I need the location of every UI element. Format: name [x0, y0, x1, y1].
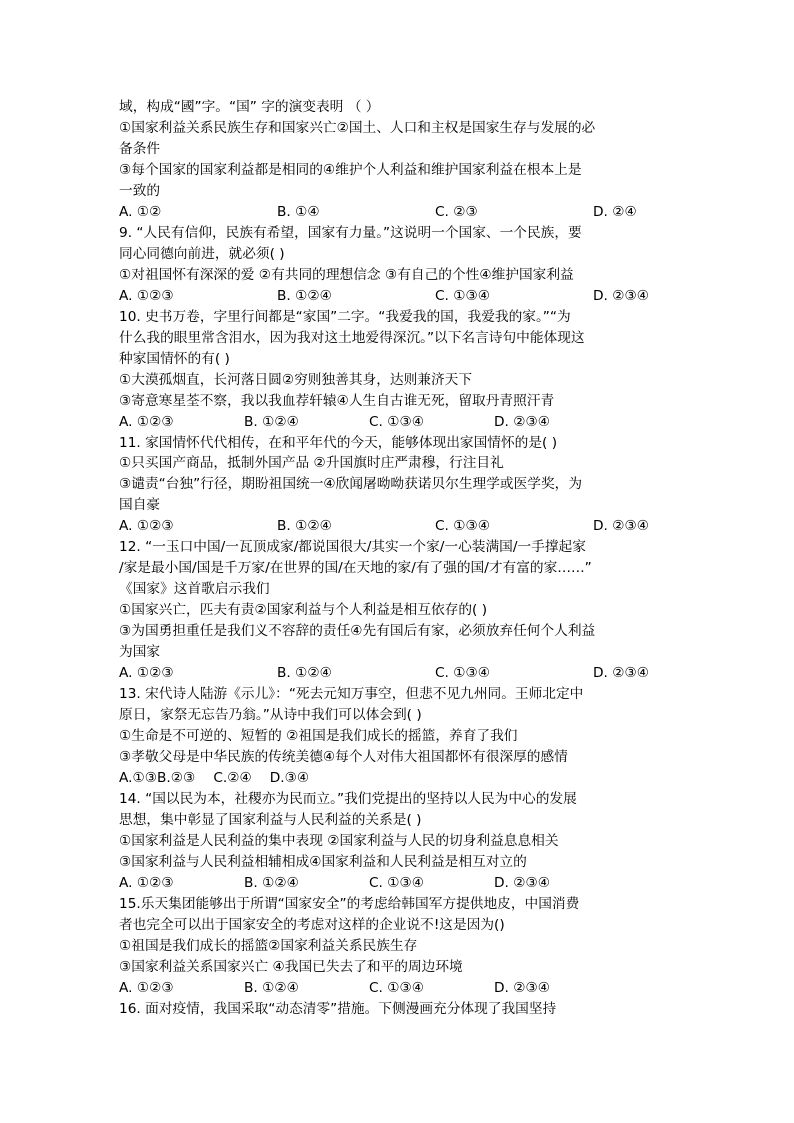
answer-option: B. ①②④: [244, 413, 299, 430]
text-line: ①对祖国怀有深深的爱 ②有共同的理想信念 ③有自己的个性④维护国家利益: [119, 266, 574, 283]
answer-option: D. ②③④: [494, 413, 551, 430]
text-line: 同心同德向前进，就必须( ): [119, 245, 285, 262]
text-line: ①只买国产商品，抵制外国产品 ②升国旗时庄严肃穆，行注目礼: [119, 455, 504, 472]
text-line: ③谴责“台独”行径，期盼祖国统一④欣闻屠呦呦获诺贝尔生理学或医学奖，为: [119, 476, 583, 493]
text-line: ③国家利益与人民利益相辅相成④国家利益和人民利益是相互对立的: [119, 853, 527, 870]
text-line: ①国家利益是人民利益的集中表现 ②国家利益与人民的切身利益息息相关: [119, 832, 559, 849]
text-line: 16. 面对疫情，我国采取“动态清零”措施。下侧漫画充分体现了我国坚持: [119, 1000, 557, 1017]
answer-options: [119, 412, 679, 433]
answer-option: C. ①③④: [435, 518, 491, 535]
text-line: 11. 家国情怀代代相传，在和平年代的今天，能够体现出家国情怀的是( ): [119, 434, 558, 451]
text-line: 国自豪: [119, 497, 161, 514]
answer-options: [119, 978, 679, 999]
answer-option: C. ①③④: [369, 979, 425, 996]
answer-options: [119, 663, 679, 684]
text-line: 域，构成“國”字。“国” 字的演变表明 （ ）: [119, 99, 380, 115]
text-line: ①祖国是我们成长的摇篮②国家利益关系民族生存: [119, 937, 418, 954]
answer-option: B. ①②④: [277, 518, 332, 535]
answer-option: D. ②④: [593, 203, 637, 220]
text-line: ①生命是不可逆的、短暂的 ②祖国是我们成长的摇篮，养育了我们: [119, 728, 518, 745]
text-line: 15.乐天集团能够出于所谓“国家安全”的考虑给韩国军方提供地皮，中国消费: [119, 895, 580, 912]
answer-option: A. ①②③: [119, 518, 174, 535]
text-line: ①国家利益关系民族生存和国家兴亡②国土、人口和主权是国家生存与发展的必: [119, 119, 596, 136]
answer-option: D. ②③④: [494, 979, 551, 996]
text-line: ③为国勇担重任是我们义不容辞的责任④先有国后有家，必须放弃任何个人利益: [119, 623, 596, 640]
answer-option: A. ①②③: [119, 979, 174, 996]
text-line: 种家国情怀的有( ): [119, 350, 230, 367]
answer-option: C. ①③④: [435, 665, 491, 682]
text-line: 什么我的眼里常含泪水，因为我对这土地爱得深沉。”以下名言诗句中能体现这: [119, 329, 585, 346]
text-line: ③孝敬父母是中华民族的传统美德④每个人对伟大祖国都怀有很深厚的感情: [119, 749, 568, 766]
answer-option: D. ②③④: [494, 874, 551, 891]
answer-option: A.①③B.②③: [119, 770, 196, 786]
text-line: 13. 宋代诗人陆游《示儿》：“死去元知万事空，但悲不见九州同。王师北定中: [119, 686, 584, 703]
answer-option: D. ②③④: [593, 665, 650, 682]
answer-option: A. ①②③: [119, 287, 174, 304]
answer-option: B. ①④: [277, 203, 320, 220]
text-line: 原日，家祭无忘告乃翁。”从诗中我们可以体会到( ): [119, 707, 422, 724]
text-line: /家是最小国/国是千万家/在世界的国/在天地的家/有了强的国/才有富的家……”: [119, 560, 592, 577]
text-line: 10. 史书万卷，字里行间都是“家国”二字。“我爱我的国，我爱我的家。”“为: [119, 308, 571, 325]
answer-option: B. ①②④: [277, 287, 332, 304]
text-line: 12. “一玉口中国/一瓦顶成家/都说国很大/其实一个家/一心装满国/一手撑起家: [119, 539, 586, 556]
text-line: ③寄意寒星荃不察，我以我血荐轩辕④人生自古谁无死，留取丹青照汗青: [119, 392, 555, 409]
document-body: [119, 97, 679, 1020]
answer-option: C. ①③④: [435, 287, 491, 304]
text-line: ①国家兴亡，匹夫有责②国家利益与个人利益是相互依存的( ): [119, 602, 488, 619]
answer-option: D.③④: [269, 770, 310, 786]
answer-option: B. ①②④: [244, 874, 299, 891]
answer-options: [119, 516, 679, 537]
text-line: 者也完全可以出于国家安全的考虑对这样的企业说不!这是因为(): [119, 916, 505, 933]
text-line: 备条件: [119, 140, 161, 157]
answer-option: A. ①②: [119, 203, 162, 220]
answer-options: [119, 202, 679, 223]
text-line: ③国家利益关系国家兴亡 ④我国已失去了和平的周边环境: [119, 958, 463, 975]
answer-option: D. ②③④: [593, 287, 650, 304]
answer-option: A. ①②③: [119, 874, 174, 891]
text-line: 《国家》这首歌启示我们: [119, 581, 270, 598]
answer-option: C. ①③④: [369, 413, 425, 430]
answer-options: [119, 873, 679, 894]
answer-option: B. ①②④: [244, 979, 299, 996]
answer-option: A. ①②③: [119, 413, 174, 430]
text-line: 为国家: [119, 644, 161, 661]
text-line: 一致的: [119, 182, 161, 199]
answer-option: B. ①②④: [277, 665, 332, 682]
text-line: ③每个国家的国家利益都是相同的④维护个人利益和维护国家利益在根本上是: [119, 161, 582, 178]
answer-option: C.②④: [213, 770, 252, 786]
answer-options: [119, 768, 679, 789]
text-line: 9. “人民有信仰，民族有希望，国家有力量。”这说明一个国家、一个民族，要: [119, 224, 582, 241]
text-line: ①大漠孤烟直，长河落日圆②穷则独善其身，达则兼济天下: [119, 371, 473, 388]
text-line: 思想，集中彰显了国家利益与人民利益的关系是( ): [119, 811, 422, 828]
text-line: 14. “国以民为本，社稷亦为民而立。”我们党提出的坚持以人民为中心的发展: [119, 790, 577, 807]
answer-options: [119, 286, 679, 307]
answer-option: A. ①②③: [119, 665, 174, 682]
answer-option: C. ②③: [435, 203, 478, 220]
answer-option: D. ②③④: [593, 518, 650, 535]
answer-option: C. ①③④: [369, 874, 425, 891]
